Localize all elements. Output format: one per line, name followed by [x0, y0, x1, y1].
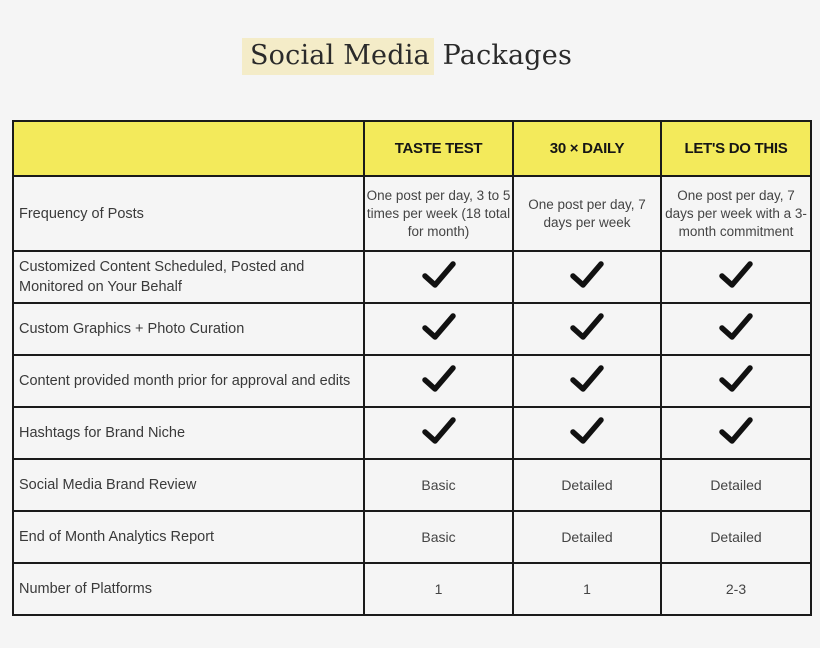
- title-rest: Packages: [442, 40, 573, 71]
- table-row: [13, 303, 811, 355]
- feature-label: Custom Graphics + Photo Curation: [13, 303, 364, 355]
- feature-check-cell: [661, 355, 811, 407]
- page-title: [248, 40, 572, 71]
- feature-check-cell: [661, 303, 811, 355]
- feature-check-cell: [513, 407, 661, 459]
- table-row: [13, 355, 811, 407]
- feature-check-cell: [513, 355, 661, 407]
- check-icon: [570, 312, 604, 342]
- header-lets-do-this: LET'S DO THIS: [661, 121, 811, 176]
- check-icon: [570, 260, 604, 290]
- feature-check-cell: [513, 303, 661, 355]
- feature-check-cell: [661, 251, 811, 303]
- feature-check-cell: [364, 355, 513, 407]
- check-icon: [422, 260, 456, 290]
- check-icon: [719, 312, 753, 342]
- header-empty: [13, 121, 364, 176]
- table-row: [13, 511, 811, 563]
- feature-label: Customized Content Scheduled, Posted and Monitored on Your Behalf: [13, 251, 364, 303]
- check-icon: [570, 364, 604, 394]
- feature-value: Detailed: [513, 459, 661, 511]
- feature-label: Hashtags for Brand Niche: [13, 407, 364, 459]
- packages-table: [12, 120, 812, 616]
- check-icon: [570, 416, 604, 446]
- feature-value: Detailed: [661, 459, 811, 511]
- feature-value: Detailed: [513, 511, 661, 563]
- feature-value: Detailed: [661, 511, 811, 563]
- check-icon: [719, 416, 753, 446]
- table-row: [13, 176, 811, 251]
- check-icon: [719, 260, 753, 290]
- title-highlight: Social Media: [242, 38, 434, 75]
- feature-check-cell: [364, 407, 513, 459]
- page-title-wrap: [0, 40, 820, 71]
- feature-value: 1: [364, 563, 513, 615]
- table-row: [13, 407, 811, 459]
- header-taste-test: TASTE TEST: [364, 121, 513, 176]
- header-30x-daily: 30 × DAILY: [513, 121, 661, 176]
- feature-check-cell: [364, 303, 513, 355]
- table-row: [13, 251, 811, 303]
- table-row: [13, 563, 811, 615]
- feature-value: One post per day, 7 days per week with a 3-month commitment: [661, 176, 811, 251]
- table-row: [13, 459, 811, 511]
- feature-value: Basic: [364, 459, 513, 511]
- feature-value: 2-3: [661, 563, 811, 615]
- check-icon: [422, 416, 456, 446]
- feature-check-cell: [364, 251, 513, 303]
- feature-label: Number of Platforms: [13, 563, 364, 615]
- feature-label: Content provided month prior for approval and edits: [13, 355, 364, 407]
- feature-check-cell: [513, 251, 661, 303]
- feature-label: Social Media Brand Review: [13, 459, 364, 511]
- feature-label: Frequency of Posts: [13, 176, 364, 251]
- feature-value: Basic: [364, 511, 513, 563]
- feature-value: 1: [513, 563, 661, 615]
- check-icon: [422, 312, 456, 342]
- feature-label: End of Month Analytics Report: [13, 511, 364, 563]
- header-row: [13, 121, 811, 176]
- check-icon: [422, 364, 456, 394]
- feature-value: One post per day, 7 days per week: [513, 176, 661, 251]
- feature-check-cell: [661, 407, 811, 459]
- feature-value: One post per day, 3 to 5 times per week (18 total for month): [364, 176, 513, 251]
- table-body: [13, 176, 811, 615]
- check-icon: [719, 364, 753, 394]
